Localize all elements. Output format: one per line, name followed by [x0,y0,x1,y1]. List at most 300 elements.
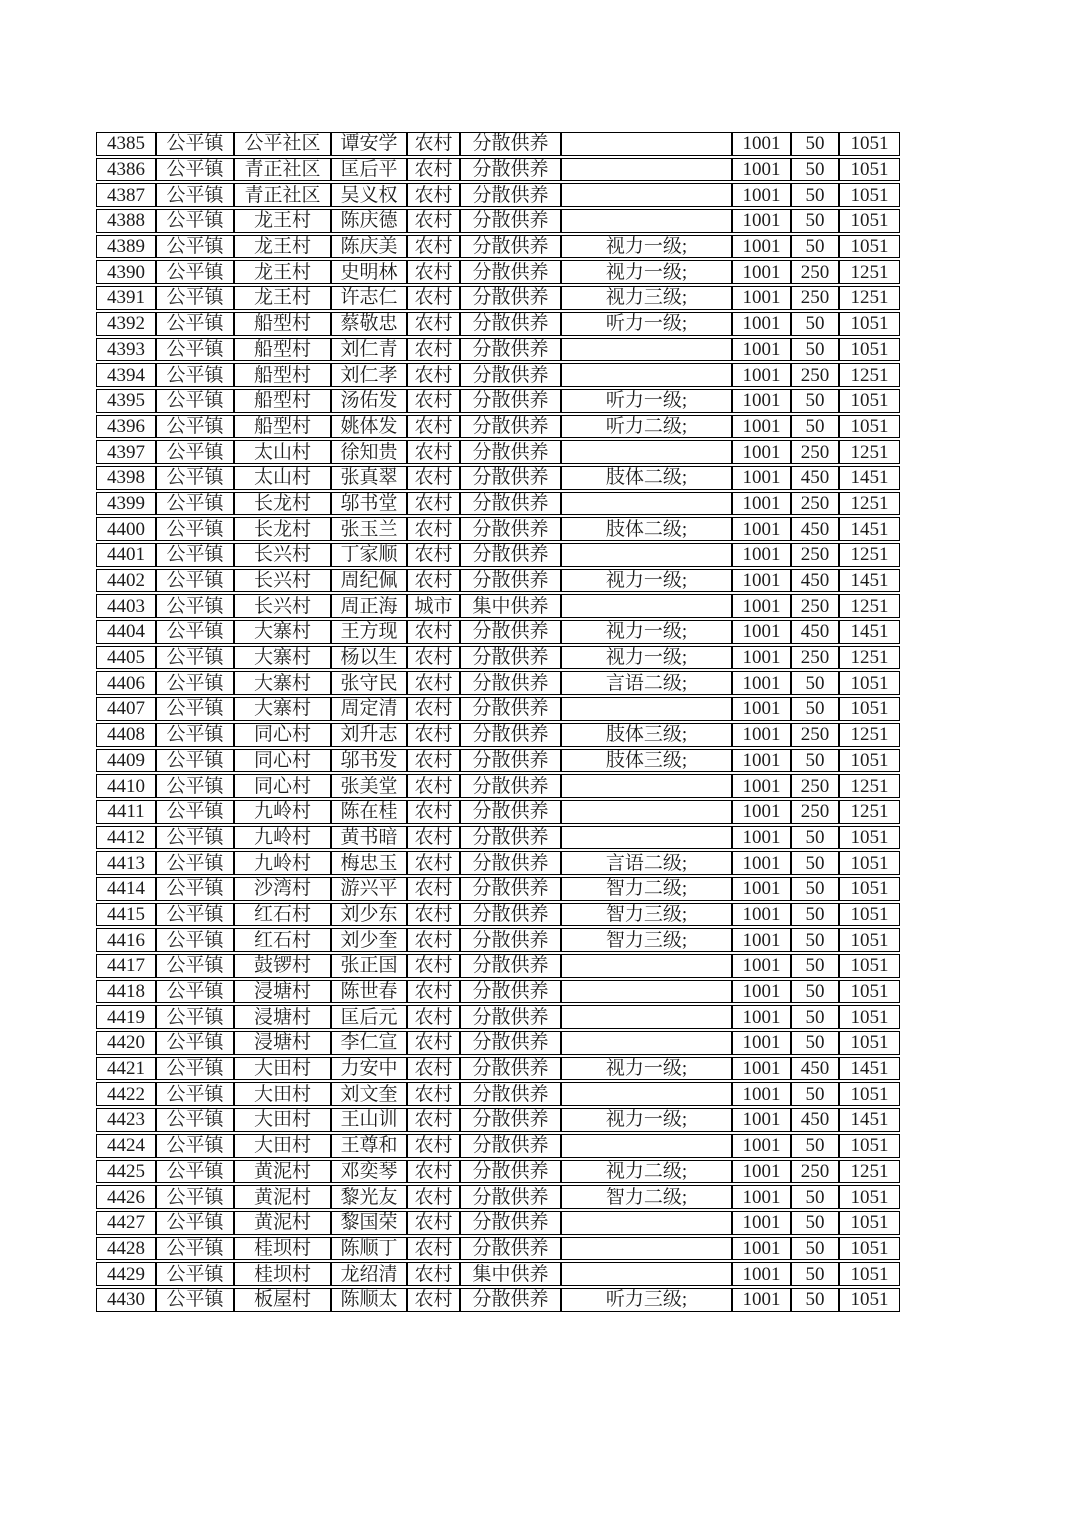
table-row [96,183,900,207]
cell-village: 公平社区 [234,132,331,156]
cell-village: 青正社区 [234,183,331,207]
cell-town: 公平镇 [156,928,234,952]
cell-total_amount: 1051 [839,980,900,1004]
cell-subsidy_amount: 50 [791,1082,839,1106]
cell-name: 姚体发 [331,415,407,439]
cell-support_type: 分散供养 [460,1211,561,1235]
cell-total_amount: 1051 [839,1005,900,1029]
cell-residence: 农村 [407,646,460,670]
cell-support_type: 分散供养 [460,1134,561,1158]
cell-subsidy_amount: 50 [791,851,839,875]
cell-subsidy_amount: 450 [791,1057,839,1081]
cell-town: 公平镇 [156,877,234,901]
cell-total_amount: 1051 [839,851,900,875]
cell-residence: 农村 [407,980,460,1004]
cell-town: 公平镇 [156,749,234,773]
cell-village: 青正社区 [234,158,331,182]
cell-serial: 4399 [96,492,156,516]
cell-base_amount: 1001 [732,312,791,336]
cell-disability: 智力二级; [561,1185,732,1209]
cell-total_amount: 1051 [839,132,900,156]
cell-serial: 4405 [96,646,156,670]
records-table-body [96,132,900,1312]
cell-base_amount: 1001 [732,260,791,284]
cell-subsidy_amount: 50 [791,1185,839,1209]
cell-town: 公平镇 [156,903,234,927]
cell-village: 大寨村 [234,697,331,721]
cell-town: 公平镇 [156,569,234,593]
cell-residence: 农村 [407,928,460,952]
cell-name: 徐知贵 [331,440,407,464]
cell-name: 杨以生 [331,646,407,670]
cell-total_amount: 1251 [839,260,900,284]
cell-name: 蔡敬忠 [331,312,407,336]
cell-name: 刘升志 [331,723,407,747]
cell-total_amount: 1051 [839,671,900,695]
cell-town: 公平镇 [156,235,234,259]
table-row [96,620,900,644]
cell-support_type: 分散供养 [460,440,561,464]
cell-disability: 肢体二级; [561,466,732,490]
cell-disability: 视力一级; [561,1057,732,1081]
table-row [96,1057,900,1081]
cell-subsidy_amount: 50 [791,826,839,850]
cell-name: 李仁宣 [331,1031,407,1055]
cell-village: 黄泥村 [234,1160,331,1184]
cell-support_type: 分散供养 [460,132,561,156]
cell-serial: 4425 [96,1160,156,1184]
cell-town: 公平镇 [156,1134,234,1158]
cell-serial: 4398 [96,466,156,490]
cell-base_amount: 1001 [732,851,791,875]
cell-subsidy_amount: 250 [791,260,839,284]
cell-name: 力安中 [331,1057,407,1081]
cell-support_type: 分散供养 [460,312,561,336]
cell-support_type: 集中供养 [460,594,561,618]
cell-town: 公平镇 [156,209,234,233]
cell-base_amount: 1001 [732,569,791,593]
cell-village: 九岭村 [234,826,331,850]
cell-support_type: 分散供养 [460,466,561,490]
cell-subsidy_amount: 450 [791,569,839,593]
cell-base_amount: 1001 [732,1211,791,1235]
cell-serial: 4395 [96,389,156,413]
cell-base_amount: 1001 [732,1185,791,1209]
cell-base_amount: 1001 [732,338,791,362]
cell-town: 公平镇 [156,620,234,644]
table-row [96,312,900,336]
cell-total_amount: 1251 [839,363,900,387]
table-row [96,903,900,927]
cell-village: 大田村 [234,1108,331,1132]
cell-subsidy_amount: 450 [791,1108,839,1132]
cell-name: 陈在桂 [331,800,407,824]
table-row [96,440,900,464]
cell-subsidy_amount: 50 [791,235,839,259]
table-row [96,1288,900,1312]
cell-name: 陈庆德 [331,209,407,233]
cell-village: 长龙村 [234,492,331,516]
cell-subsidy_amount: 50 [791,312,839,336]
cell-total_amount: 1051 [839,183,900,207]
cell-residence: 农村 [407,826,460,850]
cell-disability: 肢体二级; [561,517,732,541]
cell-base_amount: 1001 [732,183,791,207]
cell-total_amount: 1451 [839,517,900,541]
cell-disability [561,1082,732,1106]
table-row [96,774,900,798]
cell-support_type: 分散供养 [460,1082,561,1106]
cell-disability: 视力一级; [561,260,732,284]
cell-village: 板屋村 [234,1288,331,1312]
cell-subsidy_amount: 50 [791,877,839,901]
table-row [96,1134,900,1158]
table-row [96,851,900,875]
cell-base_amount: 1001 [732,671,791,695]
cell-total_amount: 1251 [839,543,900,567]
table-row [96,594,900,618]
cell-base_amount: 1001 [732,1160,791,1184]
cell-disability [561,1134,732,1158]
cell-name: 龙绍清 [331,1262,407,1286]
cell-base_amount: 1001 [732,620,791,644]
cell-base_amount: 1001 [732,1237,791,1261]
cell-town: 公平镇 [156,1262,234,1286]
cell-disability [561,440,732,464]
cell-base_amount: 1001 [732,363,791,387]
cell-base_amount: 1001 [732,800,791,824]
cell-base_amount: 1001 [732,774,791,798]
table-row [96,517,900,541]
cell-disability [561,492,732,516]
cell-town: 公平镇 [156,286,234,310]
cell-name: 刘仁青 [331,338,407,362]
cell-residence: 农村 [407,338,460,362]
cell-village: 大田村 [234,1057,331,1081]
cell-name: 谭安学 [331,132,407,156]
cell-residence: 农村 [407,466,460,490]
cell-name: 游兴平 [331,877,407,901]
cell-village: 九岭村 [234,800,331,824]
cell-base_amount: 1001 [732,826,791,850]
cell-village: 红石村 [234,928,331,952]
cell-serial: 4400 [96,517,156,541]
cell-town: 公平镇 [156,1185,234,1209]
cell-serial: 4410 [96,774,156,798]
cell-name: 陈世春 [331,980,407,1004]
cell-total_amount: 1051 [839,826,900,850]
cell-disability [561,183,732,207]
cell-total_amount: 1051 [839,1262,900,1286]
cell-village: 大田村 [234,1134,331,1158]
cell-residence: 农村 [407,209,460,233]
table-row [96,1108,900,1132]
cell-support_type: 分散供养 [460,363,561,387]
cell-town: 公平镇 [156,800,234,824]
cell-residence: 农村 [407,620,460,644]
cell-serial: 4406 [96,671,156,695]
cell-name: 吴义权 [331,183,407,207]
cell-base_amount: 1001 [732,1108,791,1132]
cell-base_amount: 1001 [732,1288,791,1312]
cell-residence: 城市 [407,594,460,618]
cell-serial: 4418 [96,980,156,1004]
cell-base_amount: 1001 [732,1005,791,1029]
cell-name: 史明林 [331,260,407,284]
cell-name: 刘少奎 [331,928,407,952]
cell-village: 船型村 [234,312,331,336]
cell-base_amount: 1001 [732,466,791,490]
cell-residence: 农村 [407,183,460,207]
cell-subsidy_amount: 50 [791,183,839,207]
cell-town: 公平镇 [156,338,234,362]
cell-total_amount: 1051 [839,1185,900,1209]
cell-support_type: 分散供养 [460,183,561,207]
cell-town: 公平镇 [156,1005,234,1029]
cell-village: 浸塘村 [234,980,331,1004]
cell-serial: 4416 [96,928,156,952]
cell-total_amount: 1051 [839,209,900,233]
cell-serial: 4417 [96,954,156,978]
cell-residence: 农村 [407,1005,460,1029]
cell-total_amount: 1051 [839,903,900,927]
table-row [96,954,900,978]
table-row [96,1211,900,1235]
cell-total_amount: 1051 [839,1288,900,1312]
cell-support_type: 分散供养 [460,1185,561,1209]
cell-support_type: 分散供养 [460,1160,561,1184]
cell-residence: 农村 [407,158,460,182]
cell-serial: 4385 [96,132,156,156]
cell-support_type: 分散供养 [460,1108,561,1132]
cell-support_type: 分散供养 [460,1031,561,1055]
cell-village: 大寨村 [234,671,331,695]
cell-total_amount: 1251 [839,723,900,747]
cell-disability [561,543,732,567]
cell-base_amount: 1001 [732,954,791,978]
cell-total_amount: 1051 [839,312,900,336]
cell-subsidy_amount: 250 [791,440,839,464]
cell-disability [561,594,732,618]
cell-total_amount: 1051 [839,158,900,182]
cell-village: 太山村 [234,466,331,490]
cell-subsidy_amount: 250 [791,543,839,567]
cell-total_amount: 1251 [839,492,900,516]
cell-village: 同心村 [234,774,331,798]
cell-disability [561,209,732,233]
cell-disability [561,338,732,362]
cell-total_amount: 1251 [839,440,900,464]
cell-total_amount: 1051 [839,415,900,439]
cell-name: 汤佑发 [331,389,407,413]
cell-disability [561,363,732,387]
cell-total_amount: 1251 [839,800,900,824]
cell-serial: 4414 [96,877,156,901]
cell-total_amount: 1451 [839,569,900,593]
cell-disability: 智力二级; [561,877,732,901]
cell-base_amount: 1001 [732,235,791,259]
cell-residence: 农村 [407,723,460,747]
cell-village: 浸塘村 [234,1031,331,1055]
cell-town: 公平镇 [156,646,234,670]
cell-support_type: 分散供养 [460,954,561,978]
cell-subsidy_amount: 250 [791,492,839,516]
cell-serial: 4415 [96,903,156,927]
cell-subsidy_amount: 50 [791,671,839,695]
cell-base_amount: 1001 [732,1057,791,1081]
cell-residence: 农村 [407,749,460,773]
cell-name: 梅忠玉 [331,851,407,875]
cell-residence: 农村 [407,1134,460,1158]
table-row [96,697,900,721]
cell-serial: 4409 [96,749,156,773]
cell-name: 刘仁孝 [331,363,407,387]
cell-village: 长龙村 [234,517,331,541]
cell-base_amount: 1001 [732,1262,791,1286]
cell-town: 公平镇 [156,1160,234,1184]
table-row [96,928,900,952]
cell-name: 周正海 [331,594,407,618]
cell-disability: 视力一级; [561,569,732,593]
table-row [96,338,900,362]
table-row [96,1262,900,1286]
cell-village: 大寨村 [234,646,331,670]
cell-support_type: 分散供养 [460,671,561,695]
cell-village: 同心村 [234,723,331,747]
cell-name: 许志仁 [331,286,407,310]
cell-residence: 农村 [407,569,460,593]
cell-base_amount: 1001 [732,389,791,413]
table-row [96,1237,900,1261]
cell-support_type: 分散供养 [460,260,561,284]
cell-town: 公平镇 [156,954,234,978]
cell-village: 龙王村 [234,235,331,259]
cell-name: 张守民 [331,671,407,695]
cell-subsidy_amount: 50 [791,980,839,1004]
cell-serial: 4401 [96,543,156,567]
cell-town: 公平镇 [156,440,234,464]
cell-serial: 4388 [96,209,156,233]
cell-serial: 4411 [96,800,156,824]
cell-name: 王方现 [331,620,407,644]
cell-support_type: 分散供养 [460,517,561,541]
cell-total_amount: 1251 [839,594,900,618]
cell-town: 公平镇 [156,723,234,747]
cell-base_amount: 1001 [732,158,791,182]
cell-serial: 4407 [96,697,156,721]
cell-base_amount: 1001 [732,928,791,952]
cell-village: 桂坝村 [234,1237,331,1261]
cell-subsidy_amount: 450 [791,620,839,644]
table-row [96,749,900,773]
cell-serial: 4390 [96,260,156,284]
table-row [96,260,900,284]
cell-serial: 4428 [96,1237,156,1261]
cell-support_type: 分散供养 [460,1288,561,1312]
cell-town: 公平镇 [156,1108,234,1132]
cell-name: 刘少东 [331,903,407,927]
cell-village: 黄泥村 [234,1211,331,1235]
cell-town: 公平镇 [156,594,234,618]
cell-subsidy_amount: 250 [791,286,839,310]
cell-residence: 农村 [407,440,460,464]
cell-village: 九岭村 [234,851,331,875]
cell-support_type: 分散供养 [460,389,561,413]
cell-town: 公平镇 [156,697,234,721]
cell-town: 公平镇 [156,183,234,207]
cell-total_amount: 1251 [839,1160,900,1184]
records-table [96,130,900,1314]
cell-total_amount: 1251 [839,646,900,670]
table-row [96,1082,900,1106]
cell-subsidy_amount: 50 [791,749,839,773]
cell-town: 公平镇 [156,1057,234,1081]
table-row [96,569,900,593]
cell-serial: 4397 [96,440,156,464]
cell-serial: 4430 [96,1288,156,1312]
cell-subsidy_amount: 50 [791,415,839,439]
cell-name: 黄书暗 [331,826,407,850]
cell-residence: 农村 [407,851,460,875]
cell-name: 张正国 [331,954,407,978]
cell-subsidy_amount: 250 [791,774,839,798]
cell-residence: 农村 [407,671,460,695]
cell-disability: 视力二级; [561,1160,732,1184]
cell-village: 长兴村 [234,543,331,567]
cell-total_amount: 1451 [839,1057,900,1081]
cell-support_type: 分散供养 [460,774,561,798]
cell-base_amount: 1001 [732,646,791,670]
cell-residence: 农村 [407,389,460,413]
cell-subsidy_amount: 50 [791,1262,839,1286]
cell-base_amount: 1001 [732,594,791,618]
cell-support_type: 分散供养 [460,1237,561,1261]
cell-disability: 言语二级; [561,851,732,875]
cell-village: 龙王村 [234,260,331,284]
cell-village: 太山村 [234,440,331,464]
table-row [96,286,900,310]
table-row [96,800,900,824]
cell-subsidy_amount: 250 [791,723,839,747]
cell-residence: 农村 [407,260,460,284]
cell-serial: 4404 [96,620,156,644]
cell-disability [561,954,732,978]
cell-name: 邓奕琴 [331,1160,407,1184]
cell-residence: 农村 [407,1288,460,1312]
cell-town: 公平镇 [156,543,234,567]
table-row [96,877,900,901]
cell-disability: 肢体三级; [561,749,732,773]
cell-town: 公平镇 [156,389,234,413]
cell-serial: 4393 [96,338,156,362]
cell-total_amount: 1251 [839,286,900,310]
cell-residence: 农村 [407,543,460,567]
cell-residence: 农村 [407,877,460,901]
cell-support_type: 分散供养 [460,543,561,567]
cell-support_type: 分散供养 [460,209,561,233]
cell-subsidy_amount: 50 [791,954,839,978]
cell-town: 公平镇 [156,1031,234,1055]
cell-subsidy_amount: 50 [791,1134,839,1158]
cell-name: 邬书堂 [331,492,407,516]
cell-subsidy_amount: 50 [791,158,839,182]
cell-support_type: 分散供养 [460,620,561,644]
cell-village: 同心村 [234,749,331,773]
cell-base_amount: 1001 [732,517,791,541]
cell-total_amount: 1251 [839,774,900,798]
cell-disability: 智力三级; [561,903,732,927]
cell-support_type: 分散供养 [460,723,561,747]
